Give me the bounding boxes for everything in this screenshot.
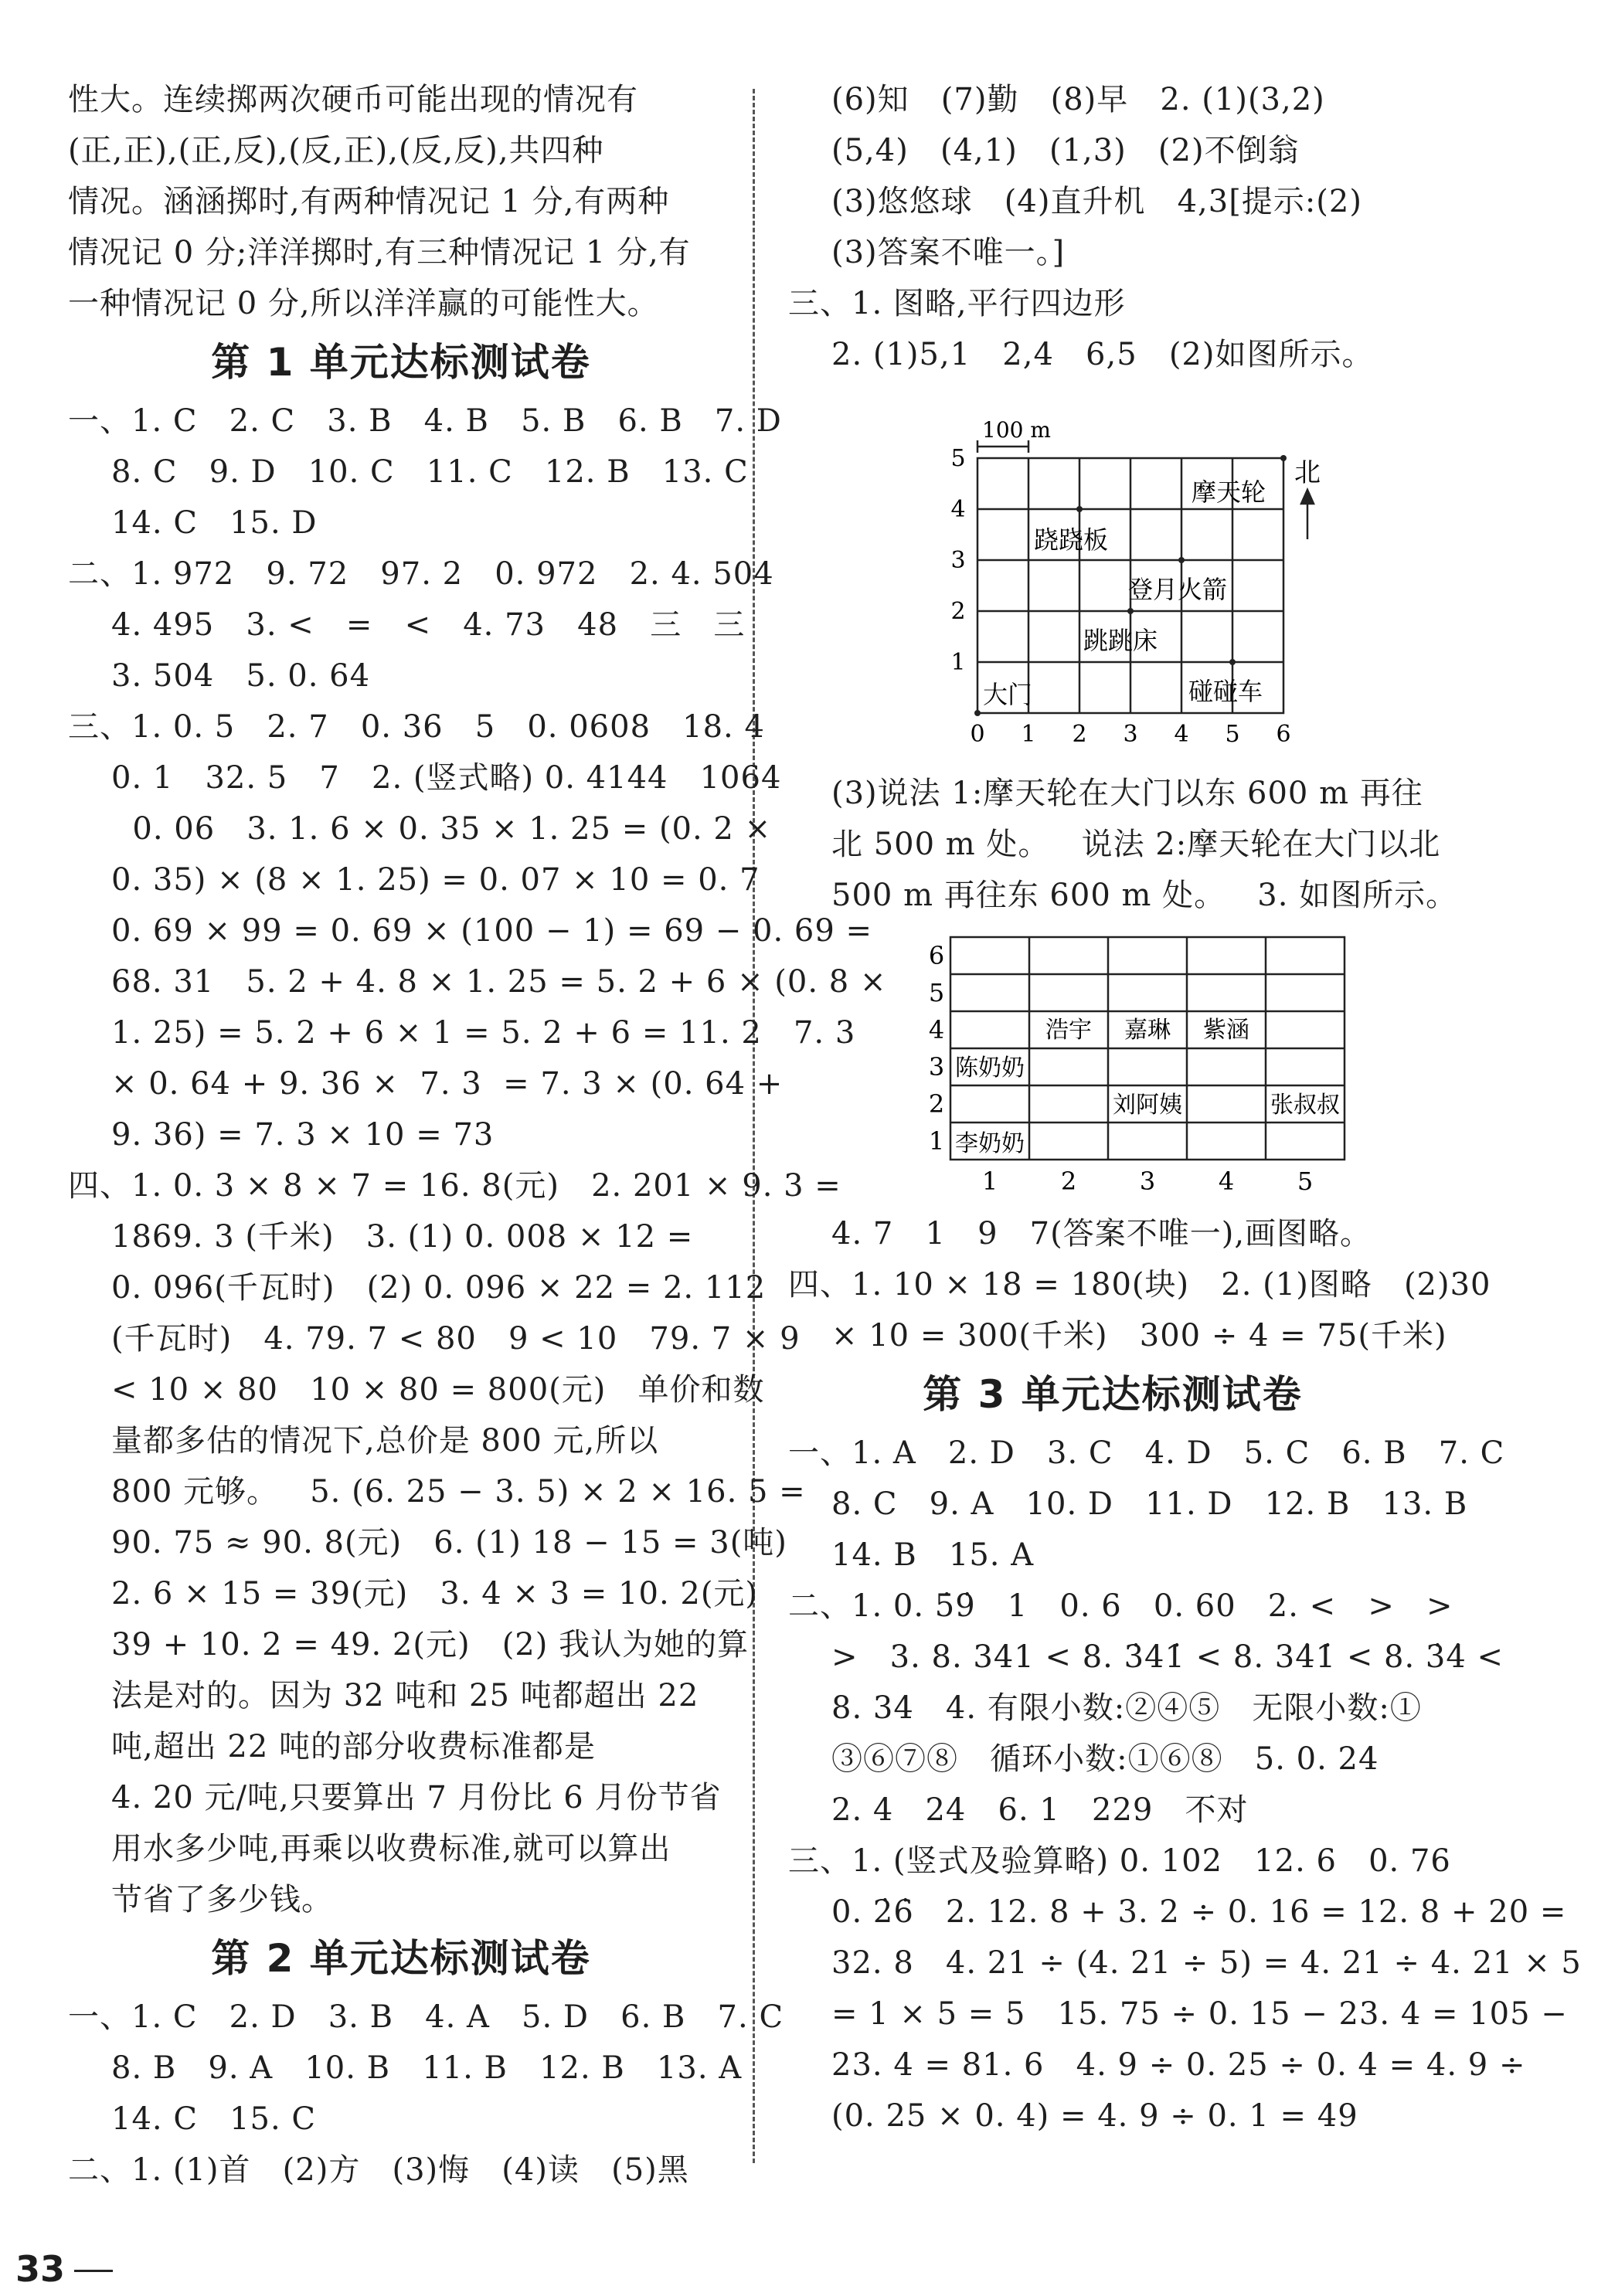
y-tick: 4 xyxy=(950,496,966,523)
answer-line: 32. 8 4. 21 ÷ (4. 21 ÷ 5) = 4. 21 ÷ 4. 21 × 5 xyxy=(831,1945,1582,1981)
col-tick: 3 xyxy=(1139,1167,1156,1196)
seat-jialin: 嘉琳 xyxy=(1124,1017,1171,1044)
answer-line: 用水多少吨,再乘以收费标准,就可以算出 xyxy=(111,1831,671,1866)
answer-line: 二、1. 972 9. 72 97. 2 0. 972 2. 4. 504 xyxy=(68,556,774,592)
seat-aunt-liu: 刘阿姨 xyxy=(1113,1092,1182,1119)
section-heading: 第 2 单元达标测试卷 xyxy=(211,1936,591,1981)
answer-line: 1. 25) = 5. 2 + 6 × 1 = 5. 2 + 6 = 11. 2 7. 3 xyxy=(111,1015,856,1051)
place-label-gate: 大门 xyxy=(983,680,1033,709)
seat-grid-lines xyxy=(950,937,1345,1160)
answer-line: 14. C 15. D xyxy=(111,505,318,541)
answer-line: 8. 34 4. 有限小数:②④⑤ 无限小数:① xyxy=(831,1690,1422,1726)
section-heading: 第 1 单元达标测试卷 xyxy=(211,340,591,385)
answer-line: 39 + 10. 2 = 49. 2(元) (2) 我认为她的算 xyxy=(111,1627,750,1663)
answer-line: 情况记 0 分;洋洋掷时,有三种情况记 1 分,有 xyxy=(68,235,691,270)
answer-line: (6)知 (7)勤 (8)早 2. (1)(3,2) xyxy=(831,82,1325,117)
row-tick: 2 xyxy=(928,1089,945,1119)
answer-line: 三、1. 0. 5 2. 7 0. 36 5 0. 0608 18. 4 xyxy=(68,709,765,745)
right-column-middle xyxy=(788,768,1458,921)
answer-line: 2. (1)5,1 2,4 6,5 (2)如图所示。 xyxy=(831,337,1374,372)
answer-line: 0. 2̇6̇ 2. 12. 8 + 3. 2 ÷ 0. 16 = 12. 8 + 20 = xyxy=(831,1894,1567,1930)
y-tick: 5 xyxy=(950,445,966,472)
page-number-dash xyxy=(74,2270,113,2272)
answer-line: 0. 1 32. 5 7 2. (竖式略) 0. 4144 1064 xyxy=(111,760,782,796)
seat-grandma-chen: 陈奶奶 xyxy=(955,1055,1025,1082)
answer-line: 4. 7 1 9 7(答案不唯一),画图略。 xyxy=(831,1216,1372,1252)
y-tick: 1 xyxy=(950,649,966,676)
answer-line: 0. 35) × (8 × 1. 25) = 0. 07 × 10 = 0. 7 xyxy=(111,862,760,898)
row-tick: 4 xyxy=(928,1015,945,1044)
row-tick: 5 xyxy=(928,978,945,1007)
section-heading: 第 3 单元达标测试卷 xyxy=(923,1372,1303,1417)
answer-line: 一、1. C 2. C 3. B 4. B 5. B 6. B 7. D xyxy=(68,403,782,439)
seat-zihan: 紫涵 xyxy=(1203,1017,1249,1044)
row-tick: 6 xyxy=(928,941,945,970)
seating-grid-figure xyxy=(788,926,1437,1204)
answer-line: 三、1. (竖式及验算略) 0. 102 12. 6 0. 76 xyxy=(788,1843,1451,1879)
seat-uncle-zhang: 张叔叔 xyxy=(1270,1092,1340,1119)
answer-line: 四、1. 0. 3 × 8 × 7 = 16. 8(元) 2. 201 × 9. 3 = xyxy=(68,1168,841,1204)
answer-line: 2. 4 24 6. 1 229 不对 xyxy=(831,1792,1249,1828)
answer-line: 14. B 15. A xyxy=(831,1537,1035,1573)
answer-line: 2. 6 × 15 = 39(元) 3. 4 × 3 = 10. 2(元) xyxy=(111,1576,759,1612)
answer-line: 800 元够。 5. (6. 25 − 3. 5) × 2 × 16. 5 = xyxy=(111,1474,806,1510)
answer-line: 情况。涵涵掷时,有两种情况记 1 分,有两种 xyxy=(68,184,670,219)
y-tick: 3 xyxy=(950,547,966,574)
answer-line: 一种情况记 0 分,所以洋洋赢的可能性大。 xyxy=(68,286,659,321)
column-divider xyxy=(753,89,755,2163)
place-label-trampoline: 跳跳床 xyxy=(1083,626,1158,655)
answer-line: (3)说法 1:摩天轮在大门以东 600 m 再往 xyxy=(831,776,1423,811)
right-column-top xyxy=(788,74,1437,380)
col-tick: 5 xyxy=(1297,1167,1314,1196)
answer-line: 8. C 9. A 10. D 11. D 12. B 13. B xyxy=(831,1486,1468,1522)
seat-grandma-li: 李奶奶 xyxy=(955,1130,1025,1157)
answer-line: 0. 096(千瓦时) (2) 0. 096 × 22 = 2. 112 xyxy=(111,1270,767,1306)
answer-line: 二、1. 0. 5̇9̇ 1 0. 6 0. 60 2. < > > xyxy=(788,1588,1453,1624)
answer-line: (正,正),(正,反),(反,正),(反,反),共四种 xyxy=(68,133,604,168)
answer-line: 3. 504 5. 0. 64 xyxy=(111,658,371,694)
answer-line: 量都多估的情况下,总价是 800 元,所以 xyxy=(111,1423,659,1459)
x-tick: 4 xyxy=(1174,721,1189,748)
north-arrow-icon xyxy=(1301,490,1314,539)
answer-line: 1869. 3 (千米) 3. (1) 0. 008 × 12 = xyxy=(111,1219,694,1255)
answer-line: ③⑥⑦⑧ 循环小数:①⑥⑧ 5. 0. 24 xyxy=(831,1741,1379,1777)
answer-line: 9. 36) = 7. 3 × 10 = 73 xyxy=(111,1117,495,1153)
x-tick: 6 xyxy=(1276,721,1291,748)
answer-line: 吨,超出 22 吨的部分收费标准都是 xyxy=(111,1729,597,1764)
place-label-ferris-wheel: 摩天轮 xyxy=(1192,477,1266,507)
col-tick: 2 xyxy=(1060,1167,1077,1196)
answer-line: 0. 06 3. 1. 6 × 0. 35 × 1. 25 = (0. 2 × xyxy=(111,811,772,847)
y-tick: 2 xyxy=(950,598,966,625)
answer-line: 二、1. (1)首 (2)方 (3)悔 (4)读 (5)黑 xyxy=(68,2152,689,2188)
answer-line: 68. 31 5. 2 + 4. 8 × 1. 25 = 5. 2 + 6 × (0. 8 × xyxy=(111,964,887,1000)
answer-line: 性大。连续掷两次硬币可能出现的情况有 xyxy=(68,82,638,117)
answer-line: 北 500 m 处。 说法 2:摩天轮在大门以北 xyxy=(831,827,1441,862)
answer-line: 8. C 9. D 10. C 11. C 12. B 13. C xyxy=(111,454,749,490)
answer-line: 一、1. C 2. D 3. B 4. A 5. D 6. B 7. C xyxy=(68,1999,784,2035)
page-number: 33 xyxy=(15,2248,66,2290)
answer-line: 4. 20 元/吨,只要算出 7 月份比 6 月份节省 xyxy=(111,1780,722,1815)
row-tick: 3 xyxy=(928,1052,945,1082)
scale-label: 100 m xyxy=(982,417,1051,443)
answer-line: 4. 495 3. < = < 4. 73 48 三 三 xyxy=(111,607,746,643)
x-tick: 3 xyxy=(1123,721,1138,748)
location-grid-figure xyxy=(788,385,1437,763)
row-tick: 1 xyxy=(928,1126,945,1156)
answer-line: 法是对的。因为 32 吨和 25 吨都超出 22 xyxy=(111,1678,699,1714)
answer-line: (5,4) (4,1) (1,3) (2)不倒翁 xyxy=(831,133,1300,168)
left-column xyxy=(68,74,887,2196)
answer-line: (0. 25 × 0. 4) = 4. 9 ÷ 0. 1 = 49 xyxy=(831,2098,1358,2134)
answer-line: (3)悠悠球 (4)直升机 4,3[提示:(2) xyxy=(831,184,1362,219)
answer-line: 14. C 15. C xyxy=(111,2101,317,2137)
answer-line: 节省了多少钱。 xyxy=(111,1882,333,1917)
col-tick: 4 xyxy=(1218,1167,1235,1196)
right-column-bottom xyxy=(788,1208,1582,2141)
answer-line: × 10 = 300(千米) 300 ÷ 4 = 75(千米) xyxy=(831,1318,1447,1353)
answer-line: = 1 × 5 = 5 15. 75 ÷ 0. 15 − 23. 4 = 105 − xyxy=(831,1996,1568,2032)
answer-line: 8. B 9. A 10. B 11. B 12. B 13. A xyxy=(111,2050,743,2086)
x-tick: 2 xyxy=(1072,721,1087,748)
place-label-seesaw: 跷跷板 xyxy=(1034,525,1109,555)
answer-line: 90. 75 ≈ 90. 8(元) 6. (1) 18 − 15 = 3(吨) xyxy=(111,1525,787,1561)
answer-line: 一、1. A 2. D 3. C 4. D 5. C 6. B 7. C xyxy=(788,1435,1505,1471)
answer-line: (3)答案不唯一。] xyxy=(831,235,1066,270)
x-tick: 1 xyxy=(1021,721,1036,748)
answer-line: < 10 × 80 10 × 80 = 800(元) 单价和数 xyxy=(111,1372,765,1408)
col-tick: 1 xyxy=(981,1167,998,1196)
seat-haoyu: 浩宇 xyxy=(1045,1017,1092,1044)
place-label-bumper-cars: 碰碰车 xyxy=(1188,677,1263,706)
x-tick: 0 xyxy=(970,721,985,748)
north-label: 北 xyxy=(1294,457,1321,488)
answer-line: > 3. 8. 341 < 8. 3̇41̇ < 8. 34̇1̇ < 8. 3̇4̇ < xyxy=(831,1639,1504,1675)
answer-line: 三、1. 图略,平行四边形 xyxy=(788,286,1126,321)
right-column xyxy=(788,74,1582,2141)
answer-line: (千瓦时) 4. 79. 7 < 80 9 < 10 79. 7 × 9 xyxy=(111,1321,801,1357)
answer-line: 500 m 再往东 600 m 处。 3. 如图所示。 xyxy=(831,878,1458,913)
answer-line: 0. 69 × 99 = 0. 69 × (100 − 1) = 69 − 0. 69 = xyxy=(111,913,873,949)
place-label-rocket: 登月火箭 xyxy=(1128,575,1228,604)
answer-line: × 0. 64 + 9. 36 × 7. 3 = 7. 3 × (0. 64 + xyxy=(111,1066,784,1102)
answer-line: 四、1. 10 × 18 = 180(块) 2. (1)图略 (2)30 xyxy=(788,1267,1491,1303)
answer-line: 23. 4 = 81. 6 4. 9 ÷ 0. 25 ÷ 0. 4 = 4. 9 ÷ xyxy=(831,2047,1526,2083)
x-tick: 5 xyxy=(1225,721,1240,748)
